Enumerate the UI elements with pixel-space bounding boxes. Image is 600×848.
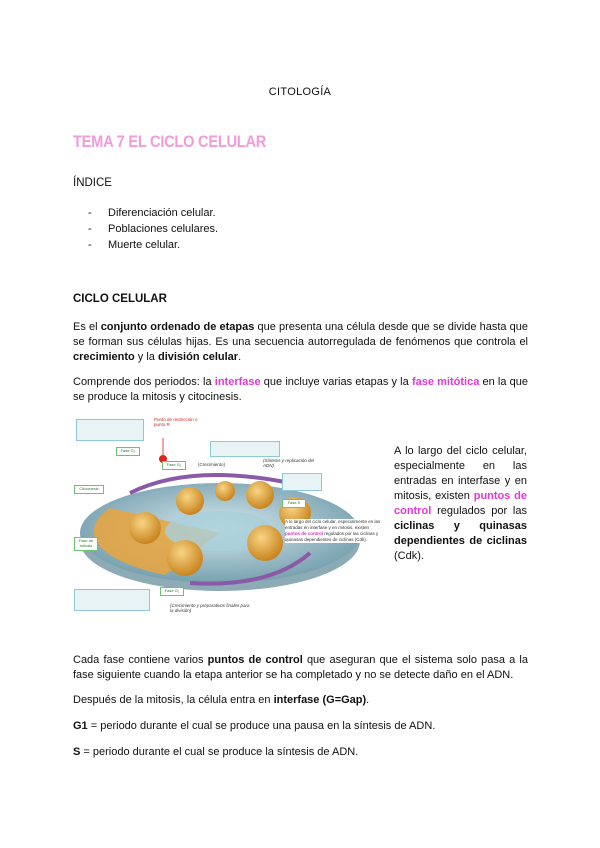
section-title: CICLO CELULAR [73, 293, 167, 305]
figure-synthesis-label: (Síntesis y replicación del ADN) [263, 458, 315, 468]
figure-g1-tag: Fase G₁ [162, 461, 186, 470]
chapter-title: TEMA 7 EL CICLO CELULAR [73, 132, 267, 151]
paragraph-interphase: Después de la mitosis, la célula entra en interfase (G=Gap). [73, 694, 370, 706]
index-item: - Poblaciones celulares. [88, 221, 218, 237]
figure-g1-note [210, 441, 280, 457]
figure-g0-note [76, 419, 144, 441]
side-paragraph: A lo largo del ciclo celular, especialmente en las entradas en interfase y en mitosis, existen puntos de control regulados por las ciclinas y quinasas dependientes de ciclinas (Cdk). [394, 445, 527, 562]
index-list [88, 205, 218, 253]
figure-mitosis-tag: Fase de mitosis [74, 537, 98, 551]
figure-cytokinesis-tag: Citocinesis [74, 485, 104, 494]
figure-s-tag: Fase S [282, 499, 306, 508]
figure-restriction-label: Punto de restricción o punto R [154, 417, 198, 427]
cell-cycle-figure [70, 413, 382, 621]
figure-side-caption: A lo largo del ciclo celular, especialmente en las entradas en interfase y en mitosis, existen puntos de control regulados por las ciclinas y quinasas dependientes de ciclinas (Cdk). [285, 519, 381, 542]
paragraph-checkpoints: Cada fase contiene varios puntos de control que aseguran que el sistema solo pasa a la fase siguiente cuando la etapa anterior se ha completado y no se detecte daño en el ADN. [73, 654, 528, 681]
index-item: - Muerte celular. [88, 237, 218, 253]
figure-growth-label: (Crecimiento) [198, 462, 226, 467]
index-item: - Diferenciación celular. [88, 205, 218, 221]
figure-final-growth-label: (Crecimiento y preparativos finales para la división) [170, 603, 250, 613]
index-heading: ÍNDICE [73, 177, 112, 189]
paragraph-g1: G1 = periodo durante el cual se produce una pausa en la síntesis de ADN. [73, 720, 436, 732]
paragraph-periods: Comprende dos periodos: la interfase que incluye varias etapas y la fase mitótica en la que se produce la mitosis y citocinesis. [73, 376, 529, 403]
figure-s-note [282, 473, 322, 491]
paragraph-definition: Es el conjunto ordenado de etapas que presenta una célula desde que se divide hasta que se forman sus células hijas. Es una secuencia autorregulada de fenómenos que controla el crecimiento y la división celular. [73, 321, 528, 363]
paragraph-s: S = periodo durante el cual se produce la síntesis de ADN. [73, 746, 359, 758]
figure-g2-tag: Fase G₂ [160, 587, 184, 596]
running-header: CITOLOGÍA [268, 86, 332, 98]
figure-g0-tag: Fase G₀ [116, 447, 140, 456]
figure-g2-note [74, 589, 150, 611]
